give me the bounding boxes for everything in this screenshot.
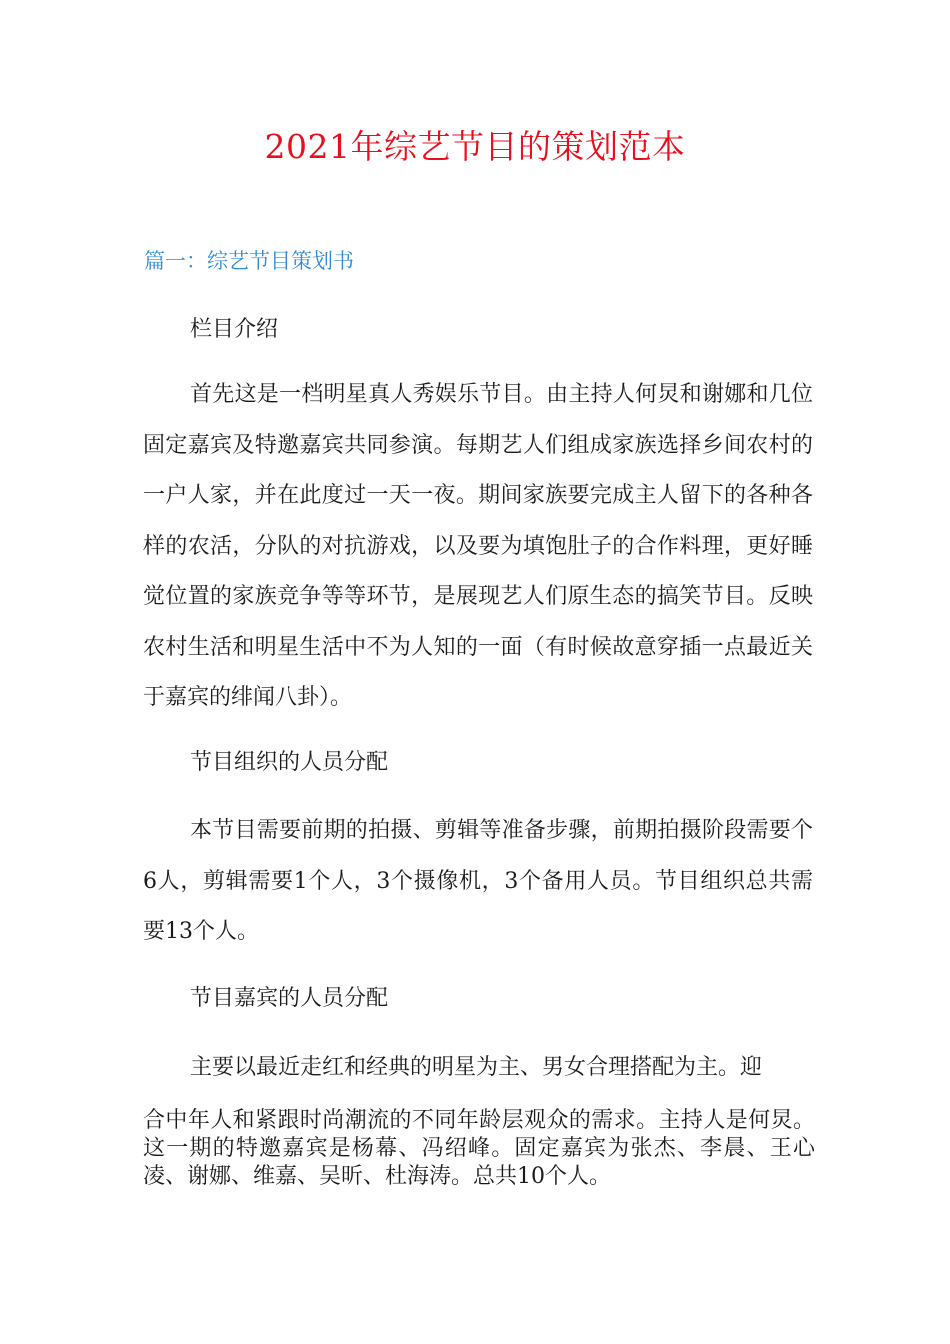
paragraph-staff: 本节目需要前期的拍摄、剪辑等准备步骤，前期拍摄阶段需要个6人，剪辑需要1个人，3个摄像机，3个备用人员。节目组织总共需要13个人。 [143,818,813,944]
section-heading: 篇一：综艺节目策划书 [144,249,354,273]
subheading-staff: 节目组织的人员分配 [190,750,389,775]
subheading-guests: 节目嘉宾的人员分配 [190,986,389,1011]
paragraph-guests-first-line: 主要以最近走红和经典的明星为主、男女合理搭配为主。迎 [190,1055,763,1080]
document-title: 2021年综艺节目的策划范本 [264,127,686,166]
subheading-intro: 栏目介绍 [190,317,279,342]
paragraph-intro: 首先这是一档明星真人秀娱乐节目。由主持人何炅和谢娜和几位固定嘉宾及特邀嘉宾共同参演。每期艺人们组成家族选择乡间农村的一户人家，并在此度过一天一夜。期间家族要完成主人留下的各种各样的农活，分队的对抗游戏，以及要为填饱肚子的合作料理，更好睡觉位置的家族竞争等等环节，是展现艺人们原生态的搞笑节目。反映农村生活和明星生活中不为人知的一面（有时候故意穿插一点最近关于嘉宾的绯闻八卦）。 [143,382,813,710]
paragraph-guests-continued: 合中年人和紧跟时尚潮流的不同年龄层观众的需求。主持人是何炅。这一期的特邀嘉宾是杨幕、冯绍峰。固定嘉宾为张杰、李晨、王心凌、谢娜、维嘉、吴昕、杜海涛。总共10个人。 [143,1108,815,1189]
